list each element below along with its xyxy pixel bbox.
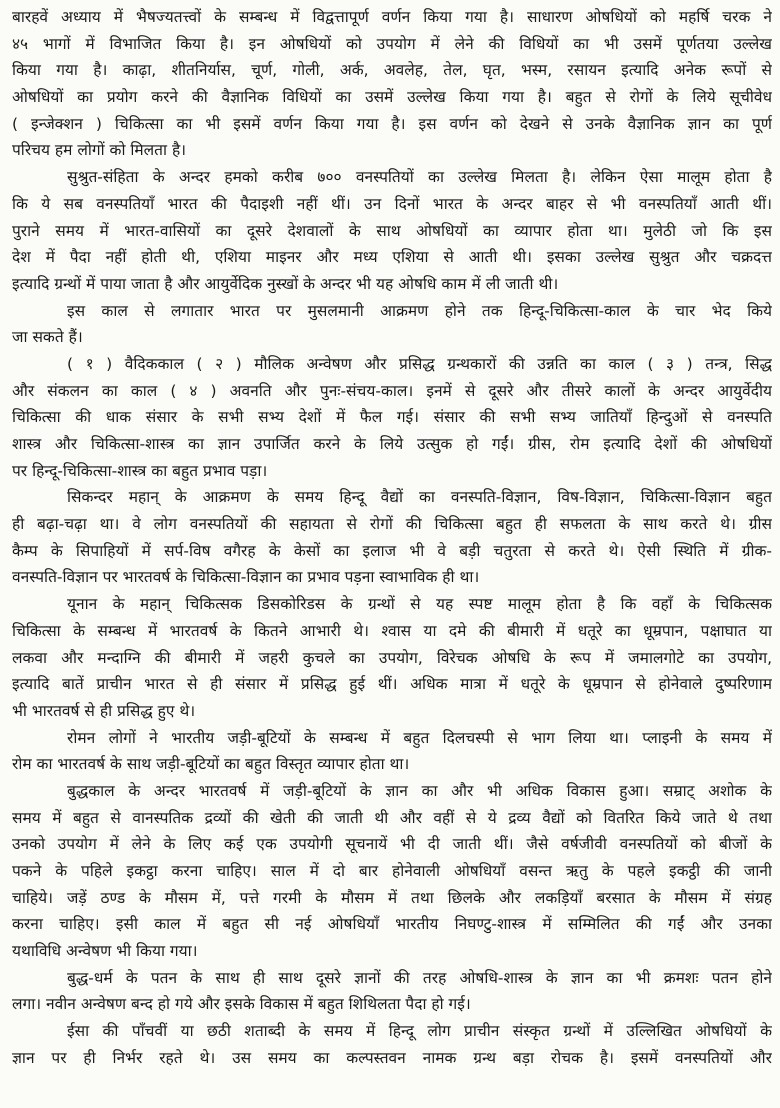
text-line: पुराने समय में भारत-वासियों का दूसरे देशवालों के साथ ओषधियों का व्यापार होता था। मुलेठी जो कि इस (12, 221, 772, 240)
text-line: बुद्ध-धर्म के पतन के साथ ही साथ दूसरे ज्ञानों की तरह ओषधि-शास्त्र के ज्ञान का भी क्रमशः पतन होने (67, 968, 772, 987)
paragraph (12, 351, 772, 484)
text-line: ईसा की पाँचवीं या छठी शताब्दी के समय में हिन्दू लोग प्राचीन संस्कृत ग्रन्थों में उल्लिखित ओषधियों के (67, 1022, 772, 1041)
text-line: शास्त्र और चिकित्सा-शास्त्र का ज्ञान उपार्जित करने के लिये उत्सुक हो गईं। ग्रीस, रोम इत्यादि देशों की ओषधियों (12, 435, 772, 453)
text-line: यथाविधि अन्वेषण भी किया गया। (12, 942, 198, 961)
text-line: सुश्रुत-संहिता के अन्दर हमको करीब ७०० वनस्पतियों का उल्लेख मिलता है। लेकिन ऐसा मालूम होता है (67, 168, 772, 187)
paragraph (12, 591, 772, 724)
text-line: बारहवें अध्याय में भैषज्यतत्त्वों के सम्बन्ध में विद्वत्तापूर्ण वर्णन किया गया है। साधारण ओषधियों को महर्षि चरक ने (12, 8, 772, 26)
paragraph (12, 1018, 772, 1071)
text-line: चाहिये। जड़ें ठण्ड के मौसम में, पत्ते गरमी के मौसम में तथा छिलके और लकड़ियाँ बरसात के मौसम में संग्रह (12, 888, 772, 907)
text-line: कि ये सब वनस्पतियाँ भारत की पैदाइशी नहीं थीं। उन दिनों भारत के अन्दर बाहर से भी वनस्पतियाँ आती थीं। (12, 194, 772, 213)
paragraph (12, 4, 772, 164)
text-line: ज्ञान पर ही निर्भर रहते थे। उस समय का कल्पस्तवन नामक ग्रन्थ बड़ा रोचक है। इसमें वनस्पतियों और (12, 1048, 772, 1067)
text-line: ( इन्जेक्शन ) चिकित्सा का भी इसमें वर्णन किया गया है। इस वर्णन को देखने से उनके वैज्ञानिक ज्ञान का पूर्ण (12, 114, 772, 133)
text-line: समय में बहुत से वानस्पतिक द्रव्यों की खेती की जाती थी और वहीं से ये द्रव्य वैद्यों को वितरित किये जाते थे तथा (12, 808, 772, 827)
text-line: जा सकते हैं। (12, 328, 83, 347)
text-line: भी भारतवर्ष से ही प्रसिद्ध हुए थे। (12, 701, 196, 720)
text-line: बुद्धकाल के अन्दर भारतवर्ष में जड़ी-बूटियों के ज्ञान का और भी अधिक विकास हुआ। सम्राट् अशोक के (67, 781, 772, 800)
text-line: उनको उपयोग में लेने के लिए कई एक उपयोगी सूचनायें भी दी जाती थीं। जैसे वर्षजीवी वनस्पतियों को बीजों के (12, 835, 772, 854)
paragraph (12, 484, 772, 591)
paragraph (12, 164, 772, 297)
text-line: ही बढ़ा-चढ़ा था। वे लोग वनस्पतियों की सहायता से रोगों की चिकित्सा बहुत ही सफलता के साथ करते थे। ग्रीस (12, 515, 772, 534)
text-line: किया गया है। काढ़ा, शीतनिर्यास, चूर्ण, गोली, अर्क, अवलेह, तेल, घृत, भस्म, रसायन इत्यादि अनेक रूपों से (12, 61, 772, 80)
paragraph (12, 298, 772, 351)
text-line: इत्यादि बातें प्राचीन भारत से ही संसार में प्रसिद्ध हुई थीं। अधिक मात्रा में धतूरे के धूम्रपान से होनेवाले दुष्परिणाम (12, 675, 772, 694)
text-line: करना चाहिए। इसी काल में बहुत सी नई ओषधियाँ भारतीय निघण्टु-शास्त्र में सम्मिलित की गईं और उनका (12, 915, 772, 934)
text-line: सिकन्दर महान् के आक्रमण के समय हिन्दू वैद्यों का वनस्पति-विज्ञान, विष-विज्ञान, चिकित्सा-विज्ञान बहुत (67, 488, 772, 507)
text-line: और संकलन का काल ( ४ ) अवनति और पुनः-संचय-काल। इनमें से दूसरे और तीसरे कालों के अन्दर आयुर्वेदीय (12, 381, 772, 400)
text-line: इस काल से लगातार भारत पर मुसलमानी आक्रमण होने तक हिन्दू-चिकित्सा-काल के चार भेद किये (67, 301, 772, 320)
text-line: इत्यादि ग्रन्थों में पाया जाता है और आयुर्वेदिक नुस्खों के अन्दर भी यह ओषधि काम में ली जाती थी। (12, 274, 559, 293)
text-line: वनस्पति-विज्ञान पर भारतवर्ष के चिकित्सा-विज्ञान का प्रभाव पड़ना स्वाभाविक ही था। (12, 568, 480, 587)
text-line: ४५ भागों में विभाजित किया है। इन ओषधियों को उपयोग में लेने की विधियों का भी उसमें पूर्णतया उल्लेख (12, 34, 772, 53)
paragraph (12, 965, 772, 1018)
text-line: पकने के पहिले इकट्ठा करना चाहिए। साल में दो बार होनेवाली ओषधियाँ वसन्त ऋतु के पहले इकट्ठी की जानी (12, 862, 772, 880)
paragraph (12, 778, 772, 965)
text-line: चिकित्सा के सम्बन्ध में भारतवर्ष के कितने आभारी थे। श्वास या दमे की बीमारी में धतूरे का धूम्रपान, पक्षाघात या (12, 621, 772, 640)
text-line: कैम्प के सिपाहियों में सर्प-विष वगैरह के केसों का इलाज भी वे बड़ी चतुरता से करते थे। ऐसी स्थिति में ग्रीक- (12, 541, 772, 560)
text-line: लगा। नवीन अन्वेषण बन्द हो गये और इसके विकास में बहुत शिथिलता पैदा हो गई। (12, 995, 471, 1014)
text-line: देश में पैदा नहीं होती थी, एशिया माइनर और मध्य एशिया से आती थी। इसका उल्लेख सुश्रुत और चक्रदत्त (12, 248, 772, 267)
text-line: चिकित्सा की धाक संसार के सभी सभ्य देशों में फैल गई। संसार की सभी सभ्य जातियाँ हिन्दुओं से वनस्पति (12, 408, 772, 427)
text-line: रोम का भारतवर्ष के साथ जड़ी-बूटियों का बहुत विस्तृत व्यापार होता था। (12, 755, 410, 774)
text-line: लकवा और मन्दाग्नि की बीमारी में जहरी कुचले का उपयोग, विरेचक ओषधि के रूप में जमालगोटे का उपयोग, (12, 648, 772, 667)
text-line: रोमन लोगों ने भारतीय जड़ी-बूटियों के सम्बन्ध में बहुत दिलचस्पी से भाग लिया था। प्लाइनी के समय में (67, 728, 772, 747)
text-line: ( १ ) वैदिककाल ( २ ) मौलिक अन्वेषण और प्रसिद्ध ग्रन्थकारों की उन्नति का काल ( ३ ) तन्त्र, सिद्ध (67, 354, 772, 373)
text-line: ओषधियों का प्रयोग करने की वैज्ञानिक विधियों का उसमें उल्लेख किया गया है। बहुत से रोगों के लिये सूचीवेध (12, 88, 772, 107)
text-line: परिचय हम लोगों को मिलता है। (12, 141, 187, 160)
text-line: पर हिन्दू-चिकित्सा-शास्त्र का बहुत प्रभाव पड़ा। (12, 461, 268, 480)
paragraph (12, 725, 772, 778)
text-line: यूनान के महान् चिकित्सक डिसकोरिडस के ग्रन्थों से यह स्पष्ट मालूम होता है कि वहाँ के चिकित्सक (67, 595, 772, 614)
